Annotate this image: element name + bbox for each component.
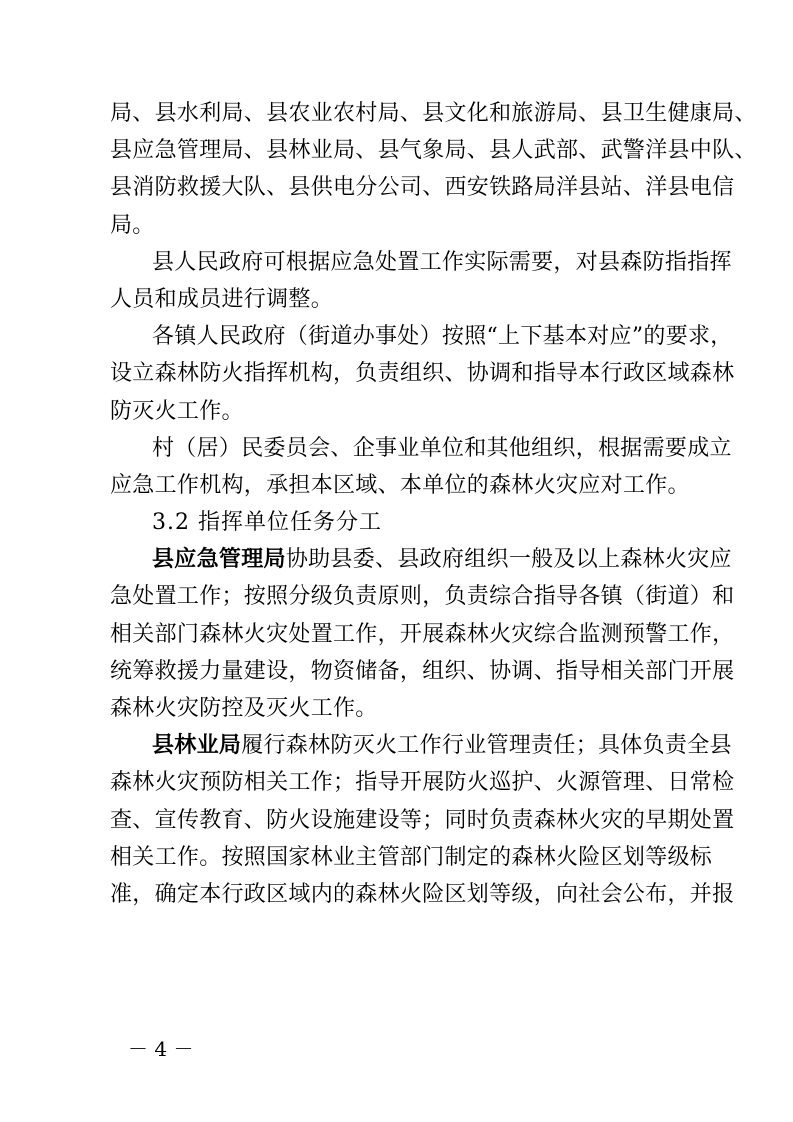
text-line: 县人民政府可根据应急处置工作实际需要，对县森防指指挥 [152, 249, 732, 275]
text-line: 相关工作。按照国家林业主管部门制定的森林火险区划等级标 [110, 844, 713, 870]
adjustment-paragraph [110, 244, 732, 318]
page-number: － 4 － [128, 1037, 194, 1061]
text-line: 各镇人民政府（街道办事处）按照“上下基本对应”的要求， [152, 324, 733, 350]
text-line: 统筹救援力量建设，物资储备，组织、协调、指导相关部门开展 [110, 658, 735, 684]
village-committee-paragraph [110, 430, 732, 504]
body-text [110, 95, 757, 913]
text-line: 村（居）民委员会、企事业单位和其他组织，根据需要成立 [152, 435, 732, 461]
text-line: 防灭火工作。 [110, 398, 244, 424]
unit-name-bold: 县林业局 [152, 732, 242, 759]
emergency-bureau-paragraph [110, 541, 735, 727]
section-heading: 3.2 指挥单位任务分工 [152, 510, 382, 536]
text-span: 协助县委、县政府组织一般及以上森林火灾应 [285, 547, 732, 573]
unit-name-bold: 县应急管理局 [152, 546, 286, 573]
forestry-bureau-paragraph [110, 727, 735, 913]
text-line [110, 727, 732, 764]
text-line: 局。 [110, 212, 155, 238]
text-line: 设立森林防火指挥机构，负责组织、协调和指导本行政区域森林 [110, 361, 735, 387]
text-span: 履行森林防灭火工作行业管理责任；具体负责全县 [241, 733, 732, 759]
text-line: 县应急管理局、县林业局、县气象局、县人武部、武警洋县中队、 [110, 138, 757, 164]
member-units-paragraph [110, 95, 757, 244]
text-line: 森林火灾防控及灭火工作。 [110, 696, 378, 721]
text-line [110, 541, 732, 578]
text-line: 人员和成员进行调整。 [110, 286, 334, 312]
text-line: 县消防救援大队、县供电分公司、西安铁路局洋县站、洋县电信 [110, 175, 735, 201]
text-line: 相关部门森林火灾处置工作，开展森林火灾综合监测预警工作， [110, 621, 735, 647]
text-line: 局、县水利局、县农业农村局、县文化和旅游局、县卫生健康局、 [110, 101, 757, 126]
text-line: 急处置工作；按照分级负责原则，负责综合指导各镇（街道）和 [110, 584, 735, 610]
town-government-paragraph [110, 318, 735, 430]
text-line: 应急工作机构，承担本区域、本单位的森林火灾应对工作。 [110, 472, 690, 498]
text-line: 查、宣传教育、防火设施建设等；同时负责森林火灾的早期处置 [110, 807, 735, 833]
text-line: 准，确定本行政区域内的森林火险区划等级，向社会公布，并报 [110, 881, 735, 907]
text-line: 森林火灾预防相关工作；指导开展防火巡护、火源管理、日常检 [110, 770, 735, 796]
